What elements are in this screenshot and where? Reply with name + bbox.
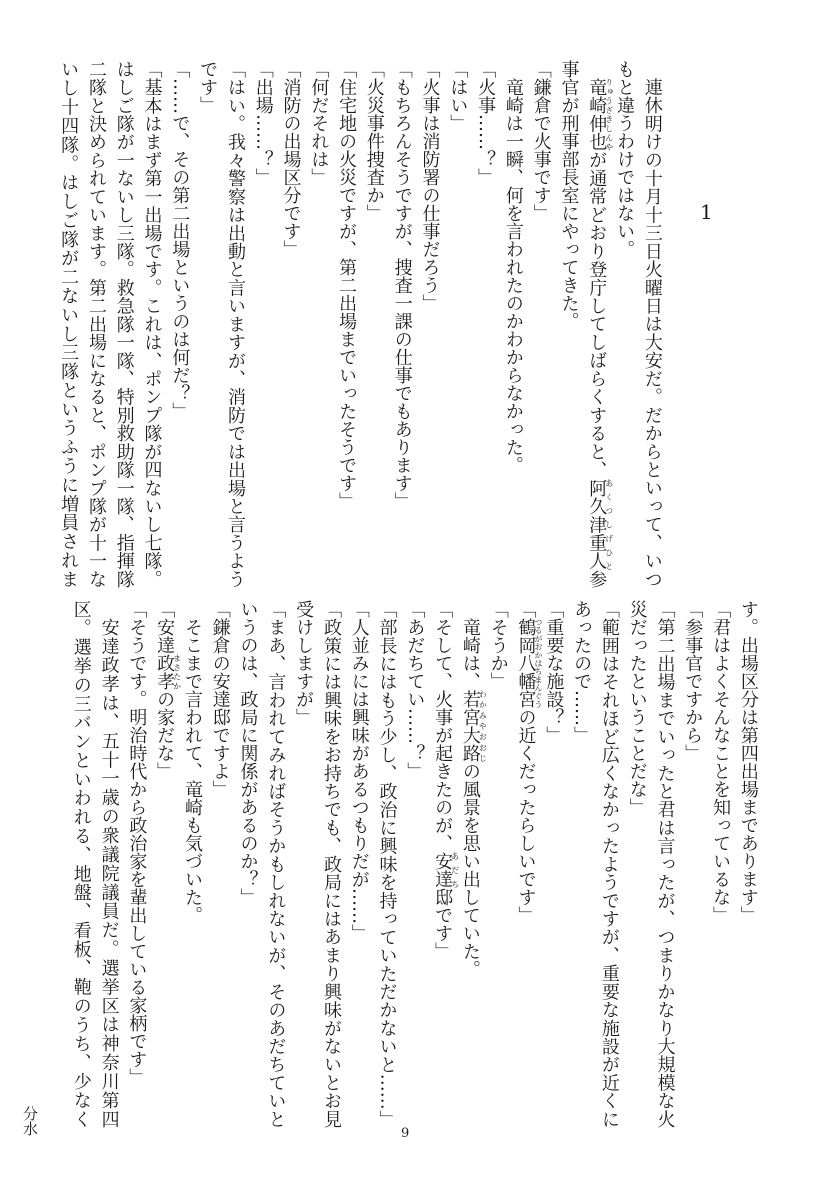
text-column	[150, 600, 182, 1128]
chapter-number: 1	[700, 200, 713, 224]
page-number: 9	[401, 1126, 410, 1141]
text-run: 「	[515, 600, 537, 618]
text-column: 災だったということだな」	[626, 600, 648, 816]
text-run: 参	[586, 570, 608, 589]
text-column: 「人並みには興味があるつもりだが……」	[348, 600, 370, 942]
ruby-base: 若宮大路	[459, 690, 481, 762]
text-column: 受けしますが」	[293, 600, 315, 726]
text-column: いうのは、政局に関係があるのか？」	[237, 600, 259, 906]
text-column: 二隊と決められています。第二出場になると、ポンプ隊が十一な	[85, 60, 107, 588]
text-run: の風景を思い出していた。	[459, 762, 481, 978]
text-run: の近くだったらしいです」	[515, 708, 537, 924]
text-column: 「もちろんそうですが、捜査一課の仕事でもあります」	[391, 60, 413, 510]
ruby-reading: まさたか	[172, 654, 182, 690]
text-column: 「そうか」	[487, 600, 509, 690]
ruby-base: 阿久津重人	[586, 478, 608, 571]
text-column: 「消防の出場区分です」	[280, 60, 302, 258]
ruby-base: 竜崎伸也	[586, 78, 608, 151]
text-column	[512, 600, 544, 1128]
text-column: そこまで言われて、竜崎も気づいた。	[181, 618, 203, 924]
ruby-base: 鶴岡八幡宮	[515, 618, 537, 708]
ruby-group	[154, 654, 182, 690]
text-column: あったので……」	[571, 600, 593, 744]
ruby-reading: あくつしげひと	[604, 478, 614, 571]
text-column: いし十四隊。はしご隊が二ないし三隊というふうに増員されま	[58, 60, 80, 588]
text-column: 区。選挙の三バンといわれる、地盤、看板、鞄のうち、少なく	[70, 600, 92, 1128]
ruby-group	[459, 690, 488, 762]
text-column: 「あだちてい……？」	[404, 600, 426, 780]
text-column: 「はい。我々警察は出動と言いますが、消防では出場と言うよう	[224, 60, 246, 588]
text-column: 「重要な施設？」	[543, 600, 565, 744]
text-column: です」	[197, 60, 219, 114]
text-column: 「第二出場までいったと君は言ったが、つまりかなり大規模な火	[654, 600, 676, 1128]
text-column: もと違うわけではない。	[614, 60, 636, 258]
text-column: 事官が刑事部長室にやってきた。	[558, 60, 580, 330]
ruby-reading: つるがおかはちまんぐう	[534, 618, 544, 708]
text-column: 「そうです。明治時代から政治家を輩出している家柄です」	[126, 600, 148, 1086]
text-column: 「鎌倉の安達邸ですよ」	[209, 600, 231, 798]
text-column	[583, 60, 614, 589]
text-column: 安達政孝は、五十一歳の衆議院議員だ。選挙区は神奈川第四	[98, 618, 120, 1128]
text-column: 「君はよくそんなことを知っているな」	[710, 600, 732, 924]
ruby-reading: あだち	[450, 852, 460, 888]
text-column: す。出場区分は第四出場まであります」	[737, 600, 759, 924]
text-run: 邸です」	[432, 888, 454, 960]
text-column: 「何だそれは」	[308, 60, 330, 186]
text-column: 「はい」	[447, 60, 469, 132]
text-column: 連休明けの十月十三日火曜日は大安だ。だからといって、いつ	[641, 78, 663, 588]
ruby-group	[586, 478, 614, 571]
text-column: 「……で、その第二出場というのは何だ？」	[169, 60, 191, 420]
text-column: 「基本はまず第一出場です。これは、ポンプ隊が四ないし七隊。	[141, 60, 163, 588]
running-title: 分水	[21, 1106, 39, 1136]
text-column: はしご隊が一ないし三隊。救急隊一隊、特別救助隊一隊、指揮隊	[113, 60, 135, 588]
text-column: 「参事官ですから」	[682, 600, 704, 762]
ruby-group	[515, 618, 544, 708]
text-column: 「鎌倉で火事です」	[530, 60, 552, 222]
text-column: 「出場……？」	[252, 60, 274, 186]
text-column: 「火事は消防署の仕事だろう」	[419, 60, 441, 312]
ruby-group	[586, 78, 614, 151]
text-run: 竜崎は、	[459, 618, 481, 690]
text-column	[456, 600, 488, 1128]
ruby-base: 政孝	[154, 654, 176, 690]
text-column: 「部長にはもう少し、政治に興味を持っていただかないと……」	[376, 600, 398, 1128]
text-block-upper	[54, 60, 666, 588]
ruby-base: 安達	[432, 852, 454, 888]
text-column: 「範囲はそれほど広くなかったようですが、重要な施設が近くに	[598, 600, 620, 1128]
text-column: 「政策には興味をお持ちでも、政局にはあまり興味がないとお見	[320, 600, 342, 1128]
text-column: 「まあ、言われてみればそうかもしれないが、そのあだちていと	[265, 600, 287, 1128]
text-column: 「火災事件捜査か」	[363, 60, 385, 222]
ruby-group	[432, 852, 460, 888]
text-column	[428, 600, 460, 1128]
text-column: 「住宅地の火災ですが、第二出場までいったそうです」	[336, 60, 358, 510]
text-column: 「火事……？」	[475, 60, 497, 186]
text-column: 竜崎は一瞬、何を言われたのかわからなかった。	[502, 78, 524, 474]
text-run: の家だな」	[154, 690, 176, 780]
text-run: 「安達	[154, 600, 176, 654]
text-run: が通常どおり登庁してしばらくすると、	[586, 150, 608, 479]
text-block-lower	[67, 600, 762, 1128]
ruby-reading: わかみやおおじ	[478, 690, 488, 762]
text-run: 「そして、火事が起きたのが、	[432, 600, 454, 852]
ruby-reading: りゅうざきしんや	[604, 78, 614, 151]
